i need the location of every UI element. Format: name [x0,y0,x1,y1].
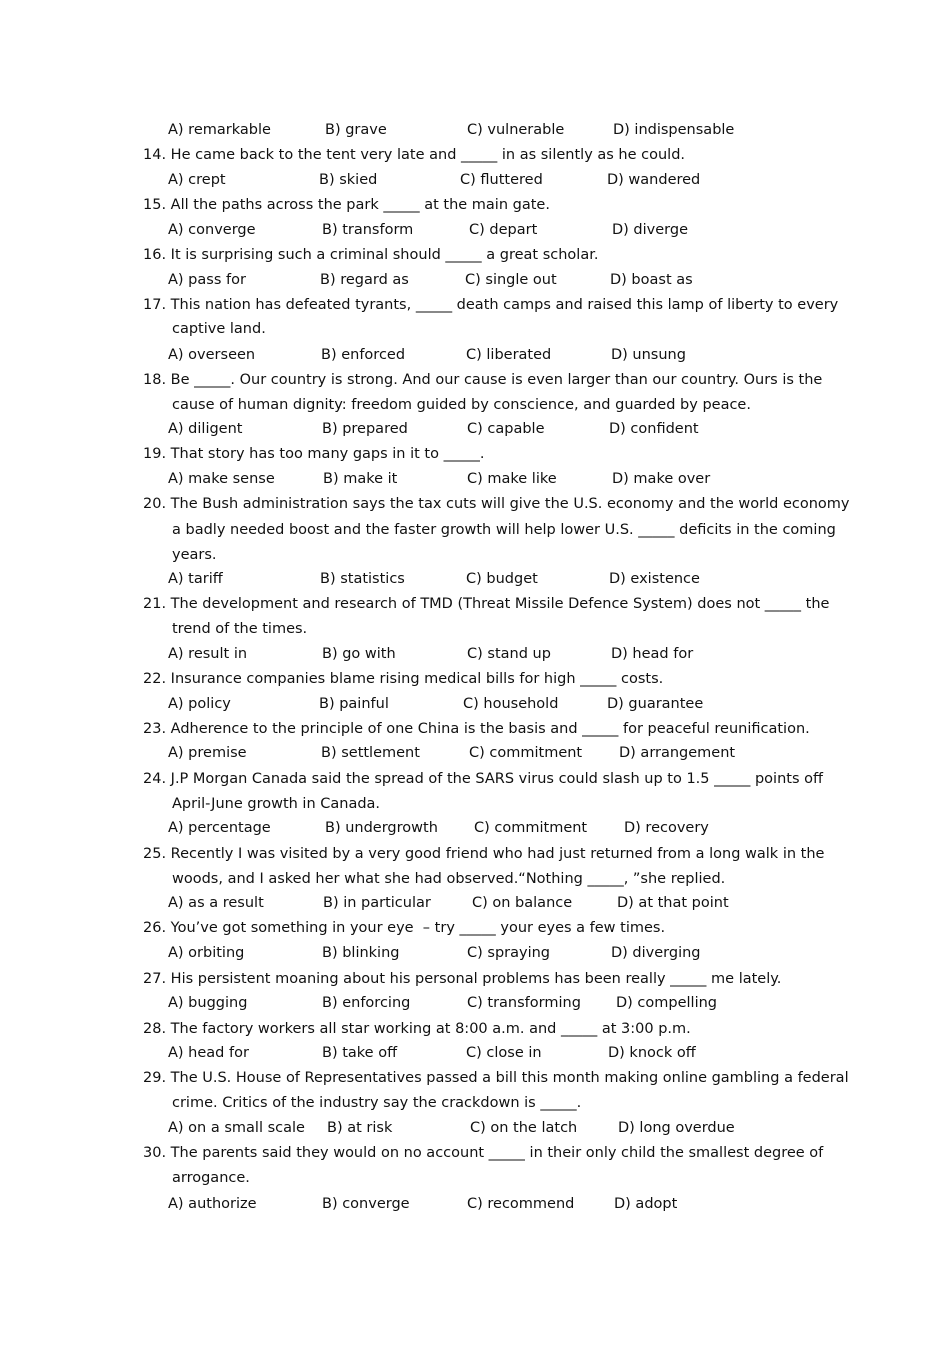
question-text-continued: years. [172,547,217,563]
option-a: A) result in [168,646,248,662]
option-a: A) as a result [168,895,264,911]
option-b: B) statistics [320,571,405,587]
option-c: C) stand up [467,646,551,662]
option-a: A) on a small scale [168,1120,305,1136]
question-text: 16. It is surprising such a criminal should _____ a great scholar. [143,247,599,263]
option-d: D) unsung [611,347,686,363]
option-b: B) grave [325,122,387,138]
option-c: C) spraying [467,945,550,961]
option-c: C) recommend [467,1196,575,1212]
question-text: 26. You’ve got something in your eye – try _____ your eyes a few times. [143,920,666,936]
option-a: A) diligent [168,421,243,437]
question-text: 20. The Bush administration says the tax cuts will give the U.S. economy and the world economy [143,496,850,512]
option-b: B) at risk [327,1120,393,1136]
option-c: C) fluttered [460,172,543,188]
question-text: 23. Adherence to the principle of one China is the basis and _____ for peaceful reunification. [143,721,810,737]
question-text: 21. The development and research of TMD (Threat Missile Defence System) does not _____ the [143,596,830,612]
question-text-continued: woods, and I asked her what she had observed.“Nothing _____, ”she replied. [172,871,726,887]
question-text-continued: arrogance. [172,1170,250,1186]
question-text: 17. This nation has defeated tyrants, _____ death camps and raised this lamp of liberty to every [143,297,839,313]
option-d: D) head for [611,646,694,662]
question-text: 24. J.P Morgan Canada said the spread of the SARS virus could slash up to 1.5 _____ points off [143,771,823,787]
question-text: 18. Be _____. Our country is strong. And our cause is even larger than our country. Ours is the [143,372,823,388]
option-a: A) pass for [168,272,246,288]
option-a: A) crept [168,172,226,188]
question-text: 14. He came back to the tent very late and _____ in as silently as he could. [143,147,686,163]
option-d: D) adopt [614,1196,678,1212]
option-c: C) transforming [467,995,581,1011]
option-a: A) remarkable [168,122,271,138]
option-a: A) bugging [168,995,248,1011]
option-b: B) settlement [321,745,420,761]
option-a: A) make sense [168,471,275,487]
option-c: C) capable [467,421,545,437]
option-c: C) liberated [466,347,552,363]
option-c: C) budget [466,571,538,587]
option-d: D) long overdue [618,1120,735,1136]
option-b: B) undergrowth [325,820,438,836]
option-c: C) commitment [474,820,588,836]
option-b: B) skied [319,172,378,188]
option-a: A) authorize [168,1196,257,1212]
option-d: D) recovery [624,820,709,836]
option-d: D) knock off [608,1045,696,1061]
option-b: B) make it [323,471,398,487]
option-c: C) commitment [469,745,583,761]
question-text: 25. Recently I was visited by a very good friend who had just returned from a long walk in the [143,846,825,862]
question-text-continued: trend of the times. [172,621,308,637]
question-text: 22. Insurance companies blame rising medical bills for high _____ costs. [143,671,664,687]
option-c: C) close in [466,1045,542,1061]
question-text: 28. The factory workers all star working at 8:00 a.m. and _____ at 3:00 p.m. [143,1021,691,1037]
option-b: B) go with [322,646,396,662]
question-text-continued: a badly needed boost and the faster growth will help lower U.S. _____ deficits in the coming [172,522,836,538]
option-d: D) existence [609,571,700,587]
question-text: 19. That story has too many gaps in it to _____. [143,446,485,462]
option-d: D) confident [609,421,699,437]
option-c: C) vulnerable [467,122,565,138]
option-c: C) on the latch [470,1120,578,1136]
option-a: A) premise [168,745,247,761]
option-b: B) regard as [320,272,409,288]
option-d: D) diverge [612,222,688,238]
option-a: A) tariff [168,571,223,587]
option-d: D) diverging [611,945,701,961]
question-text-continued: cause of human dignity: freedom guided by conscience, and guarded by peace. [172,397,751,413]
option-b: B) enforced [321,347,406,363]
question-text: 29. The U.S. House of Representatives passed a bill this month making online gambling a federal [143,1070,849,1086]
option-b: B) in particular [323,895,431,911]
option-c: C) make like [467,471,557,487]
option-d: D) indispensable [613,122,735,138]
option-a: A) policy [168,696,231,712]
option-c: C) on balance [472,895,573,911]
option-b: B) converge [322,1196,410,1212]
option-d: D) wandered [607,172,701,188]
option-b: B) take off [322,1045,398,1061]
option-b: B) enforcing [322,995,411,1011]
option-b: B) transform [322,222,414,238]
question-text: 15. All the paths across the park _____ at the main gate. [143,197,550,213]
option-a: A) overseen [168,347,256,363]
option-c: C) household [463,696,559,712]
option-a: A) orbiting [168,945,245,961]
option-c: C) depart [469,222,538,238]
option-c: C) single out [465,272,557,288]
option-a: A) head for [168,1045,249,1061]
option-b: B) painful [319,696,389,712]
option-d: D) make over [612,471,711,487]
option-d: D) at that point [617,895,729,911]
question-text-continued: crime. Critics of the industry say the crackdown is _____. [172,1095,582,1111]
question-text: 27. His persistent moaning about his personal problems has been really _____ me lately. [143,971,782,987]
question-text: 30. The parents said they would on no account _____ in their only child the smallest degree of [143,1145,824,1161]
question-text-continued: April-June growth in Canada. [172,796,381,812]
option-b: B) blinking [322,945,400,961]
option-d: D) guarantee [607,696,704,712]
option-d: D) compelling [616,995,718,1011]
option-d: D) boast as [610,272,693,288]
option-b: B) prepared [322,421,408,437]
option-a: A) percentage [168,820,271,836]
option-d: D) arrangement [619,745,736,761]
question-text-continued: captive land. [172,321,266,337]
option-a: A) converge [168,222,256,238]
